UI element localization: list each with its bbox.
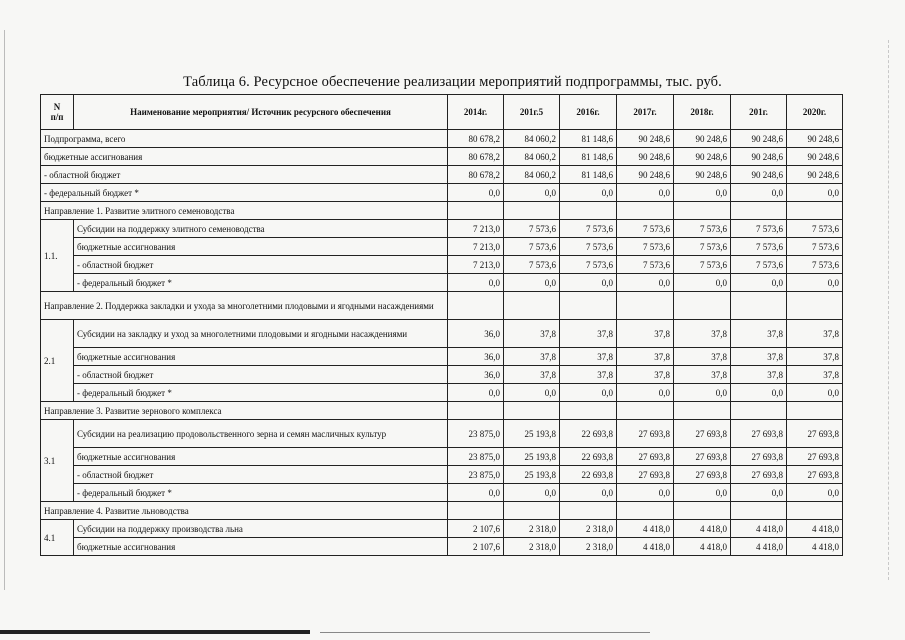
value-cell: 7 573,6 <box>560 256 617 274</box>
value-cell: 90 248,6 <box>787 166 843 184</box>
value-cell: 37,8 <box>560 366 617 384</box>
value-cell: 37,8 <box>731 348 787 366</box>
value-cell: 0,0 <box>560 484 617 502</box>
empty-cell <box>731 502 787 520</box>
summary-label: - федеральный бюджет * <box>41 184 448 202</box>
header-year: 201г.5 <box>504 95 560 130</box>
value-cell: 0,0 <box>674 384 731 402</box>
value-cell: 37,8 <box>504 366 560 384</box>
scan-edge-bottom <box>0 630 310 634</box>
value-cell: 27 693,8 <box>731 448 787 466</box>
value-cell: 0,0 <box>787 274 843 292</box>
summary-label: бюджетные ассигнования <box>41 148 448 166</box>
direction-title: Направление 1. Развитие элитного семеноводства <box>41 202 448 220</box>
empty-cell <box>731 202 787 220</box>
value-cell: 7 573,6 <box>617 256 674 274</box>
row-label: - областной бюджет <box>74 256 448 274</box>
row-label: - федеральный бюджет * <box>74 384 448 402</box>
empty-cell <box>448 502 504 520</box>
empty-cell <box>560 402 617 420</box>
value-cell: 37,8 <box>731 320 787 348</box>
value-cell: 0,0 <box>448 384 504 402</box>
table-row <box>41 384 843 402</box>
value-cell: 7 573,6 <box>617 220 674 238</box>
empty-cell <box>504 402 560 420</box>
value-cell: 0,0 <box>731 484 787 502</box>
value-cell: 81 148,6 <box>560 130 617 148</box>
value-cell: 0,0 <box>448 184 504 202</box>
row-index: 3.1 <box>41 420 74 502</box>
value-cell: 2 107,6 <box>448 520 504 538</box>
value-cell: 7 573,6 <box>674 220 731 238</box>
value-cell: 37,8 <box>674 348 731 366</box>
value-cell: 37,8 <box>617 320 674 348</box>
value-cell: 7 573,6 <box>787 220 843 238</box>
empty-cell <box>560 502 617 520</box>
value-cell: 0,0 <box>617 184 674 202</box>
header-year: 201г. <box>731 95 787 130</box>
value-cell: 84 060,2 <box>504 130 560 148</box>
header-number-line2: п/п <box>50 112 64 122</box>
value-cell: 84 060,2 <box>504 166 560 184</box>
value-cell: 27 693,8 <box>787 466 843 484</box>
value-cell: 0,0 <box>617 274 674 292</box>
value-cell: 7 573,6 <box>560 238 617 256</box>
value-cell: 90 248,6 <box>787 130 843 148</box>
value-cell: 37,8 <box>560 320 617 348</box>
table-row <box>41 366 843 384</box>
empty-cell <box>617 402 674 420</box>
value-cell: 37,8 <box>731 366 787 384</box>
value-cell: 84 060,2 <box>504 148 560 166</box>
value-cell: 23 875,0 <box>448 448 504 466</box>
table-row <box>41 274 843 292</box>
value-cell: 2 318,0 <box>504 520 560 538</box>
value-cell: 27 693,8 <box>787 420 843 448</box>
value-cell: 90 248,6 <box>674 148 731 166</box>
row-label: - федеральный бюджет * <box>74 484 448 502</box>
row-label: - областной бюджет <box>74 366 448 384</box>
scan-edge-bottom-line <box>320 632 650 633</box>
value-cell: 25 193,8 <box>504 448 560 466</box>
value-cell: 90 248,6 <box>617 166 674 184</box>
value-cell: 22 693,8 <box>560 448 617 466</box>
summary-row <box>41 148 843 166</box>
empty-cell <box>787 202 843 220</box>
direction-row <box>41 202 843 220</box>
value-cell: 0,0 <box>674 274 731 292</box>
value-cell: 27 693,8 <box>674 448 731 466</box>
summary-row <box>41 166 843 184</box>
scan-edge-left <box>4 30 5 590</box>
value-cell: 37,8 <box>504 320 560 348</box>
value-cell: 27 693,8 <box>617 448 674 466</box>
value-cell: 90 248,6 <box>617 130 674 148</box>
value-cell: 2 318,0 <box>560 538 617 556</box>
table-row <box>41 538 843 556</box>
summary-label: - областной бюджет <box>41 166 448 184</box>
value-cell: 4 418,0 <box>617 520 674 538</box>
value-cell: 23 875,0 <box>448 466 504 484</box>
value-cell: 4 418,0 <box>617 538 674 556</box>
empty-cell <box>674 202 731 220</box>
scan-edge-right <box>888 40 890 580</box>
value-cell: 36,0 <box>448 348 504 366</box>
value-cell: 7 573,6 <box>674 256 731 274</box>
value-cell: 81 148,6 <box>560 148 617 166</box>
table-row <box>41 420 843 448</box>
row-index: 4.1 <box>41 520 74 556</box>
value-cell: 2 107,6 <box>448 538 504 556</box>
value-cell: 0,0 <box>787 184 843 202</box>
value-cell: 0,0 <box>448 274 504 292</box>
value-cell: 0,0 <box>674 484 731 502</box>
header-number <box>41 95 74 130</box>
value-cell: 27 693,8 <box>617 466 674 484</box>
value-cell: 90 248,6 <box>731 148 787 166</box>
value-cell: 23 875,0 <box>448 420 504 448</box>
empty-cell <box>617 292 674 320</box>
value-cell: 0,0 <box>674 184 731 202</box>
value-cell: 80 678,2 <box>448 148 504 166</box>
value-cell: 7 573,6 <box>731 220 787 238</box>
table-header-row <box>41 95 843 130</box>
value-cell: 4 418,0 <box>787 538 843 556</box>
value-cell: 7 573,6 <box>560 220 617 238</box>
empty-cell <box>787 402 843 420</box>
value-cell: 0,0 <box>560 274 617 292</box>
value-cell: 36,0 <box>448 366 504 384</box>
value-cell: 0,0 <box>617 484 674 502</box>
value-cell: 0,0 <box>731 184 787 202</box>
value-cell: 37,8 <box>674 366 731 384</box>
direction-row <box>41 292 843 320</box>
value-cell: 90 248,6 <box>674 130 731 148</box>
empty-cell <box>731 292 787 320</box>
value-cell: 90 248,6 <box>787 148 843 166</box>
value-cell: 90 248,6 <box>617 148 674 166</box>
value-cell: 7 573,6 <box>731 238 787 256</box>
value-cell: 7 213,0 <box>448 238 504 256</box>
table-row <box>41 348 843 366</box>
value-cell: 0,0 <box>617 384 674 402</box>
direction-title: Направление 2. Поддержка закладки и ухода за многолетними плодовыми и ягодными насаждениями <box>41 292 448 320</box>
value-cell: 4 418,0 <box>787 520 843 538</box>
value-cell: 90 248,6 <box>731 166 787 184</box>
header-year: 2016г. <box>560 95 617 130</box>
empty-cell <box>448 202 504 220</box>
value-cell: 4 418,0 <box>674 520 731 538</box>
row-label: бюджетные ассигнования <box>74 238 448 256</box>
table-row <box>41 466 843 484</box>
value-cell: 27 693,8 <box>617 420 674 448</box>
value-cell: 27 693,8 <box>674 420 731 448</box>
value-cell: 37,8 <box>787 320 843 348</box>
value-cell: 0,0 <box>560 184 617 202</box>
value-cell: 0,0 <box>504 484 560 502</box>
value-cell: 37,8 <box>674 320 731 348</box>
empty-cell <box>617 502 674 520</box>
value-cell: 80 678,2 <box>448 130 504 148</box>
row-label: - федеральный бюджет * <box>74 274 448 292</box>
empty-cell <box>448 402 504 420</box>
empty-cell <box>674 292 731 320</box>
value-cell: 0,0 <box>731 274 787 292</box>
value-cell: 2 318,0 <box>504 538 560 556</box>
table-row <box>41 256 843 274</box>
value-cell: 7 573,6 <box>617 238 674 256</box>
header-year: 2018г. <box>674 95 731 130</box>
value-cell: 0,0 <box>787 384 843 402</box>
value-cell: 27 693,8 <box>731 466 787 484</box>
value-cell: 37,8 <box>787 348 843 366</box>
value-cell: 0,0 <box>504 274 560 292</box>
value-cell: 0,0 <box>787 484 843 502</box>
row-index: 2.1 <box>41 320 74 402</box>
header-number-line1: N <box>53 102 61 112</box>
page-title: Таблица 6. Ресурсное обеспечение реализации мероприятий подпрограммы, тыс. руб. <box>183 74 722 90</box>
row-label: Субсидии на поддержку элитного семеноводства <box>74 220 448 238</box>
empty-cell <box>504 502 560 520</box>
empty-cell <box>674 402 731 420</box>
value-cell: 4 418,0 <box>674 538 731 556</box>
value-cell: 27 693,8 <box>787 448 843 466</box>
summary-label: Подпрограмма, всего <box>41 130 448 148</box>
value-cell: 80 678,2 <box>448 166 504 184</box>
row-label: бюджетные ассигнования <box>74 348 448 366</box>
empty-cell <box>560 292 617 320</box>
value-cell: 0,0 <box>448 484 504 502</box>
value-cell: 27 693,8 <box>731 420 787 448</box>
value-cell: 0,0 <box>504 184 560 202</box>
table-row <box>41 448 843 466</box>
empty-cell <box>504 202 560 220</box>
row-label: Субсидии на закладку и уход за многолетними плодовыми и ягодными насаждениями <box>74 320 448 348</box>
value-cell: 7 213,0 <box>448 256 504 274</box>
empty-cell <box>674 502 731 520</box>
summary-row <box>41 184 843 202</box>
value-cell: 0,0 <box>560 384 617 402</box>
table-row <box>41 320 843 348</box>
value-cell: 7 573,6 <box>504 238 560 256</box>
value-cell: 7 213,0 <box>448 220 504 238</box>
header-year: 2014г. <box>448 95 504 130</box>
empty-cell <box>787 292 843 320</box>
direction-row <box>41 502 843 520</box>
summary-row <box>41 130 843 148</box>
table-row <box>41 238 843 256</box>
value-cell: 0,0 <box>731 384 787 402</box>
header-year: 2017г. <box>617 95 674 130</box>
value-cell: 4 418,0 <box>731 520 787 538</box>
direction-title: Направление 3. Развитие зернового комплекса <box>41 402 448 420</box>
value-cell: 0,0 <box>504 384 560 402</box>
empty-cell <box>504 292 560 320</box>
value-cell: 7 573,6 <box>504 256 560 274</box>
value-cell: 22 693,8 <box>560 466 617 484</box>
empty-cell <box>787 502 843 520</box>
empty-cell <box>731 402 787 420</box>
value-cell: 25 193,8 <box>504 420 560 448</box>
value-cell: 7 573,6 <box>787 256 843 274</box>
value-cell: 7 573,6 <box>674 238 731 256</box>
value-cell: 90 248,6 <box>674 166 731 184</box>
value-cell: 81 148,6 <box>560 166 617 184</box>
row-label: бюджетные ассигнования <box>74 538 448 556</box>
value-cell: 2 318,0 <box>560 520 617 538</box>
direction-title: Направление 4. Развитие льноводства <box>41 502 448 520</box>
header-name: Наименование мероприятия/ Источник ресурсного обеспечения <box>74 95 448 130</box>
table-row <box>41 484 843 502</box>
table-body <box>41 130 843 556</box>
value-cell: 37,8 <box>787 366 843 384</box>
value-cell: 7 573,6 <box>731 256 787 274</box>
resource-table <box>40 94 843 556</box>
empty-cell <box>560 202 617 220</box>
value-cell: 90 248,6 <box>731 130 787 148</box>
value-cell: 36,0 <box>448 320 504 348</box>
empty-cell <box>448 292 504 320</box>
row-label: Субсидии на поддержку производства льна <box>74 520 448 538</box>
value-cell: 37,8 <box>617 348 674 366</box>
value-cell: 37,8 <box>504 348 560 366</box>
value-cell: 7 573,6 <box>787 238 843 256</box>
value-cell: 22 693,8 <box>560 420 617 448</box>
row-label: бюджетные ассигнования <box>74 448 448 466</box>
table-row <box>41 520 843 538</box>
value-cell: 27 693,8 <box>674 466 731 484</box>
row-label: - областной бюджет <box>74 466 448 484</box>
table-row <box>41 220 843 238</box>
value-cell: 7 573,6 <box>504 220 560 238</box>
value-cell: 4 418,0 <box>731 538 787 556</box>
value-cell: 37,8 <box>617 366 674 384</box>
row-label: Субсидии на реализацию продовольственного зерна и семян масличных культур <box>74 420 448 448</box>
direction-row <box>41 402 843 420</box>
empty-cell <box>617 202 674 220</box>
value-cell: 37,8 <box>560 348 617 366</box>
row-index: 1.1. <box>41 220 74 292</box>
value-cell: 25 193,8 <box>504 466 560 484</box>
header-year: 2020г. <box>787 95 843 130</box>
